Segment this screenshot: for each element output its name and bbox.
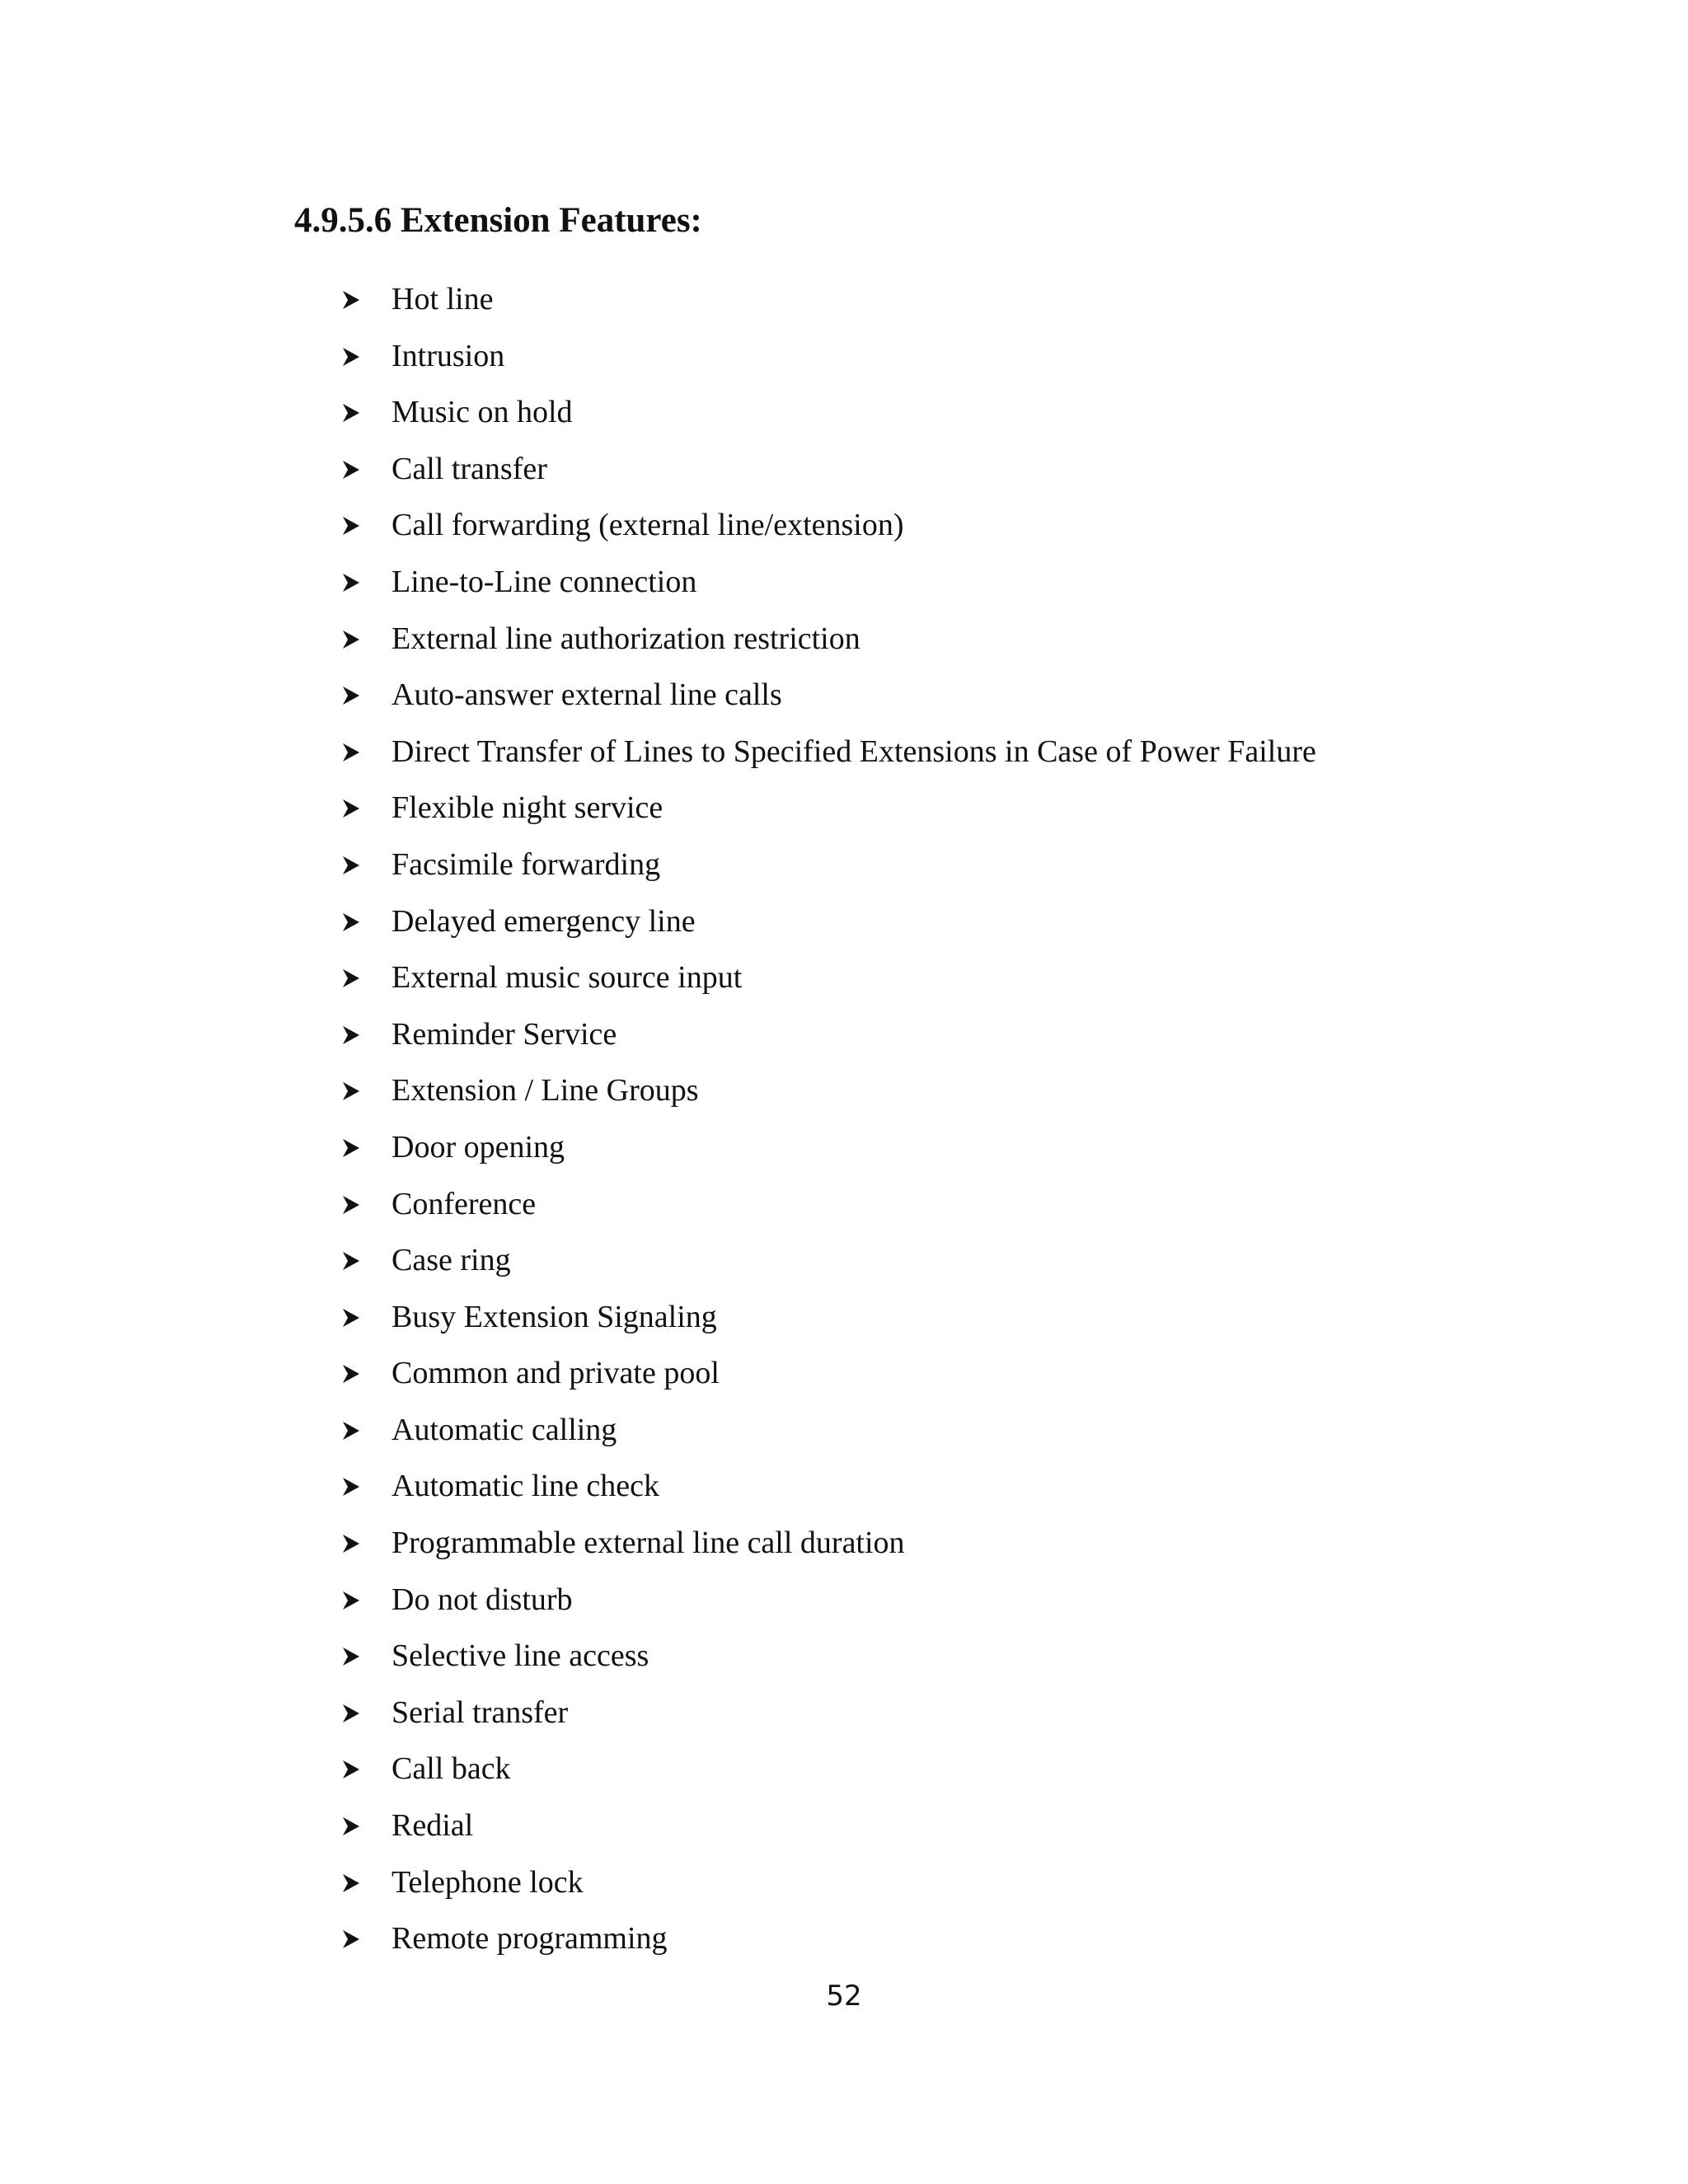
list-item-text: Redial	[392, 1808, 474, 1844]
list-item	[0, 840, 1688, 897]
list-item-text: Reminder Service	[392, 1016, 617, 1052]
arrowhead-bullet-icon	[343, 1196, 359, 1214]
arrowhead-bullet-icon	[343, 1478, 359, 1496]
list-item	[0, 614, 1688, 671]
list-item	[0, 1518, 1688, 1575]
list-item	[0, 897, 1688, 954]
list-item-text: Serial transfer	[392, 1694, 569, 1730]
list-item-text: Programmable external line call duration	[392, 1526, 905, 1561]
list-item	[0, 1235, 1688, 1292]
arrowhead-bullet-icon	[343, 1535, 359, 1553]
list-item	[0, 1801, 1688, 1858]
arrowhead-bullet-icon	[343, 1817, 359, 1835]
arrowhead-bullet-icon	[343, 404, 359, 422]
arrowhead-bullet-icon	[343, 1026, 359, 1044]
list-item-text: Call forwarding (external line/extension)	[392, 508, 904, 543]
arrowhead-bullet-icon	[343, 1422, 359, 1440]
feature-list	[0, 274, 1688, 1971]
list-item	[0, 1461, 1688, 1518]
list-item-text: Call transfer	[392, 451, 547, 486]
arrowhead-bullet-icon	[343, 1930, 359, 1948]
list-item	[0, 727, 1688, 784]
arrowhead-bullet-icon	[343, 1309, 359, 1327]
list-item	[0, 1688, 1688, 1745]
list-item	[0, 1575, 1688, 1632]
list-item-text: Line-to-Line connection	[392, 564, 697, 599]
list-item	[0, 557, 1688, 614]
list-item-text: Music on hold	[392, 395, 573, 430]
list-item-text: Flexible night service	[392, 790, 663, 826]
arrowhead-bullet-icon	[343, 630, 359, 649]
arrowhead-bullet-icon	[343, 1139, 359, 1157]
list-item	[0, 783, 1688, 840]
arrowhead-bullet-icon	[343, 1365, 359, 1383]
list-item	[0, 1122, 1688, 1179]
list-item-text: External music source input	[392, 960, 743, 996]
list-item	[0, 670, 1688, 727]
list-item	[0, 274, 1688, 331]
list-item	[0, 1348, 1688, 1405]
arrowhead-bullet-icon	[343, 913, 359, 931]
arrowhead-bullet-icon	[343, 1874, 359, 1892]
arrowhead-bullet-icon	[343, 1252, 359, 1270]
list-item-text: Facsimile forwarding	[392, 846, 661, 882]
list-item	[0, 500, 1688, 557]
list-item-text: Direct Transfer of Lines to Specified Extensions in Case of Power Failure	[392, 733, 1316, 769]
list-item-text: Remote programming	[392, 1921, 668, 1957]
list-item	[0, 1405, 1688, 1462]
arrowhead-bullet-icon	[343, 574, 359, 592]
list-item-text: Intrusion	[392, 338, 505, 373]
list-item-text: Telephone lock	[392, 1864, 584, 1900]
arrowhead-bullet-icon	[343, 1704, 359, 1722]
arrowhead-bullet-icon	[343, 743, 359, 762]
arrowhead-bullet-icon	[343, 856, 359, 874]
list-item-text: Delayed emergency line	[392, 903, 696, 939]
list-item-text: Automatic calling	[392, 1412, 617, 1447]
list-item-text: Busy Extension Signaling	[392, 1299, 717, 1334]
list-item-text: Conference	[392, 1186, 537, 1221]
arrowhead-bullet-icon	[343, 348, 359, 366]
list-item	[0, 953, 1688, 1010]
arrowhead-bullet-icon	[343, 1082, 359, 1100]
arrowhead-bullet-icon	[343, 969, 359, 987]
arrowhead-bullet-icon	[343, 687, 359, 705]
arrowhead-bullet-icon	[343, 799, 359, 818]
list-item	[0, 1292, 1688, 1349]
list-item-text: Extension / Line Groups	[392, 1073, 699, 1108]
arrowhead-bullet-icon	[343, 1591, 359, 1610]
list-item-text: Case ring	[392, 1243, 511, 1278]
list-item	[0, 1179, 1688, 1236]
list-item-text: Auto-answer external line calls	[392, 677, 782, 713]
page-number: 52	[826, 1980, 862, 2013]
list-item-text: Call back	[392, 1751, 511, 1787]
arrowhead-bullet-icon	[343, 1760, 359, 1779]
list-item	[0, 1631, 1688, 1688]
arrowhead-bullet-icon	[343, 291, 359, 309]
list-item-text: Selective line access	[392, 1638, 649, 1674]
list-item	[0, 1744, 1688, 1801]
list-item-text: Hot line	[392, 282, 494, 316]
list-item-text: Do not disturb	[392, 1582, 573, 1617]
list-item	[0, 1858, 1688, 1915]
list-item	[0, 1066, 1688, 1122]
section-heading: 4.9.5.6 Extension Features:	[294, 201, 702, 240]
arrowhead-bullet-icon	[343, 517, 359, 535]
list-item	[0, 1010, 1688, 1066]
list-item	[0, 1914, 1688, 1971]
list-item	[0, 387, 1688, 444]
list-item	[0, 444, 1688, 501]
list-item	[0, 331, 1688, 388]
list-item-text: Common and private pool	[392, 1356, 720, 1391]
arrowhead-bullet-icon	[343, 1647, 359, 1666]
list-item-text: Door opening	[392, 1129, 565, 1165]
list-item-text: Automatic line check	[392, 1469, 659, 1504]
list-item-text: External line authorization restriction	[392, 621, 860, 656]
arrowhead-bullet-icon	[343, 461, 359, 479]
